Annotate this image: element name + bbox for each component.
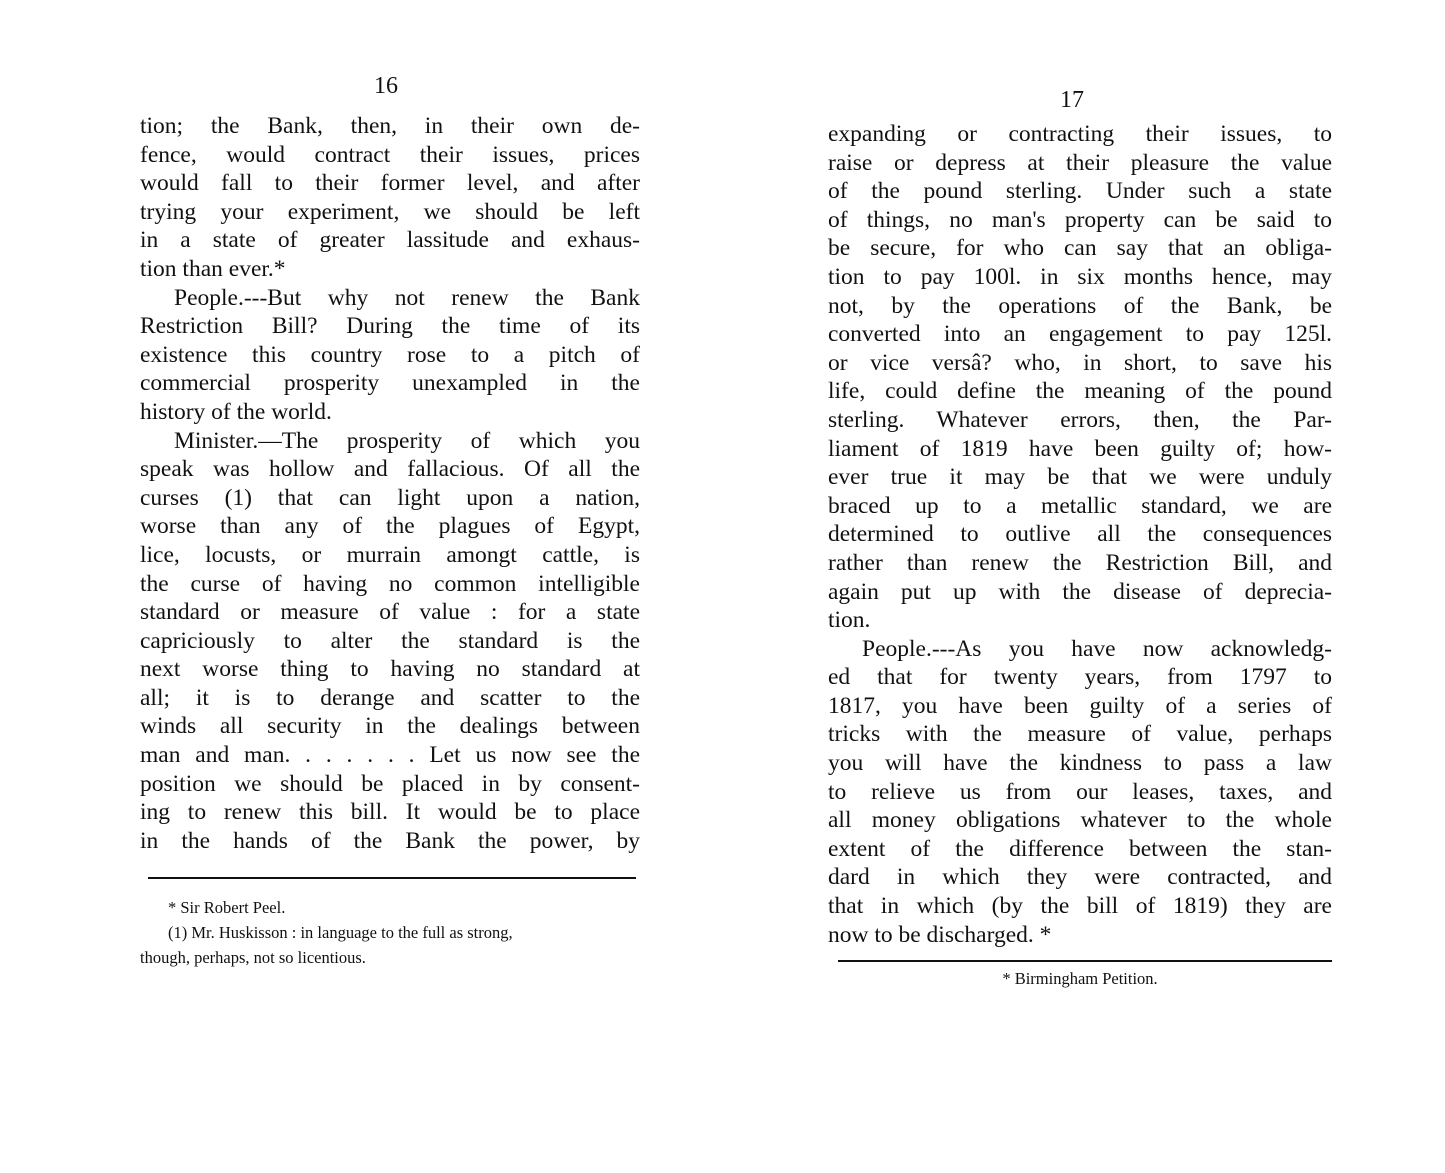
footnotes: [140, 895, 640, 970]
text-line: liament of 1819 have been guilty of; how-: [828, 435, 1332, 462]
text-line: ever true it may be that we were unduly: [828, 464, 1332, 491]
text-line: rather than renew the Restriction Bill, and: [828, 549, 1332, 576]
page-number: 16: [374, 73, 398, 99]
text-line: all money obligations whatever to the whole: [828, 807, 1332, 834]
text-line: curses (1) that can light upon a nation,: [140, 484, 640, 511]
text-line: ing to renew this bill. It would be to place: [140, 799, 640, 826]
text-line: of the pound sterling. Under such a state: [828, 178, 1332, 205]
text-line: tion.: [828, 607, 871, 634]
footnote: though, perhaps, not so licentious.: [140, 948, 366, 967]
text-line: next worse thing to having no standard at: [140, 656, 640, 683]
text-line: life, could define the meaning of the pound: [828, 378, 1332, 405]
text-line: tricks with the measure of value, perhaps: [828, 721, 1332, 748]
text-line: of things, no man's property can be said to: [828, 206, 1332, 233]
text-line: People.---But why not renew the Bank: [174, 284, 640, 311]
text-line: Restriction Bill? During the time of its: [140, 313, 640, 340]
text-line: standard or measure of value : for a state: [140, 599, 640, 626]
text-line: all; it is to derange and scatter to the: [140, 684, 640, 711]
text-line: man and man. . . . . . . Let us now see the: [140, 742, 640, 769]
text-line: history of the world.: [140, 398, 332, 425]
text-line: converted into an engagement to pay 125l.: [828, 321, 1332, 348]
body-text: [828, 120, 1332, 949]
footnotes: [828, 966, 1332, 991]
text-line: in the hands of the Bank the power, by: [140, 827, 640, 854]
text-line: position we should be placed in by consent-: [140, 770, 640, 797]
text-line: tion; the Bank, then, in their own de-: [140, 113, 640, 139]
text-line: ed that for twenty years, from 1797 to: [828, 664, 1332, 691]
text-line: Minister.—The prosperity of which you: [174, 427, 640, 454]
text-line: extent of the difference between the stan-: [828, 835, 1332, 862]
footnote-divider: [148, 877, 636, 879]
body-text: [140, 112, 640, 855]
text-line: be secure, for who can say that an obliga-: [828, 235, 1332, 262]
text-line: commercial prosperity unexampled in the: [140, 370, 640, 397]
text-line: People.---As you have now acknowledg-: [862, 635, 1332, 662]
text-line: 1817, you have been guilty of a series of: [828, 692, 1332, 719]
text-line: determined to outlive all the consequences: [828, 521, 1332, 548]
text-line: again put up with the disease of deprecia-: [828, 578, 1332, 605]
page-number: 17: [1060, 87, 1084, 113]
text-line: in a state of greater lassitude and exhaus-: [140, 227, 640, 254]
text-line: the curse of having no common intelligible: [140, 570, 640, 597]
text-line: fence, would contract their issues, prices: [140, 141, 640, 168]
text-line: braced up to a metallic standard, we are: [828, 492, 1332, 519]
text-line: existence this country rose to a pitch of: [140, 341, 640, 368]
text-line: trying your experiment, we should be left: [140, 198, 640, 225]
text-line: to relieve us from our leases, taxes, and: [828, 778, 1332, 805]
footnote-divider: [838, 960, 1332, 962]
text-line: raise or depress at their pleasure the value: [828, 149, 1332, 176]
text-line: tion than ever.*: [140, 255, 286, 282]
text-line: dard in which they were contracted, and: [828, 864, 1332, 891]
text-line: speak was hollow and fallacious. Of all the: [140, 456, 640, 483]
text-line: tion to pay 100l. in six months hence, may: [828, 263, 1332, 290]
text-line: sterling. Whatever errors, then, the Par-: [828, 406, 1332, 433]
text-line: or vice versâ? who, in short, to save his: [828, 349, 1332, 376]
text-line: you will have the kindness to pass a law: [828, 750, 1332, 777]
text-line: capriciously to alter the standard is the: [140, 627, 640, 654]
footnote: * Birmingham Petition.: [1002, 969, 1158, 988]
text-line: winds all security in the dealings between: [140, 713, 640, 740]
footnote: (1) Mr. Huskisson : in language to the full as strong,: [168, 923, 513, 942]
footnote: * Sir Robert Peel.: [168, 898, 286, 917]
text-line: would fall to their former level, and after: [140, 170, 640, 197]
text-line: now to be discharged. *: [828, 921, 1052, 948]
text-line: lice, locusts, or murrain amongt cattle, is: [140, 541, 640, 568]
text-line: expanding or contracting their issues, to: [828, 121, 1332, 147]
text-line: not, by the operations of the Bank, be: [828, 292, 1332, 319]
text-line: worse than any of the plagues of Egypt,: [140, 513, 640, 540]
text-line: that in which (by the bill of 1819) they are: [828, 893, 1332, 920]
